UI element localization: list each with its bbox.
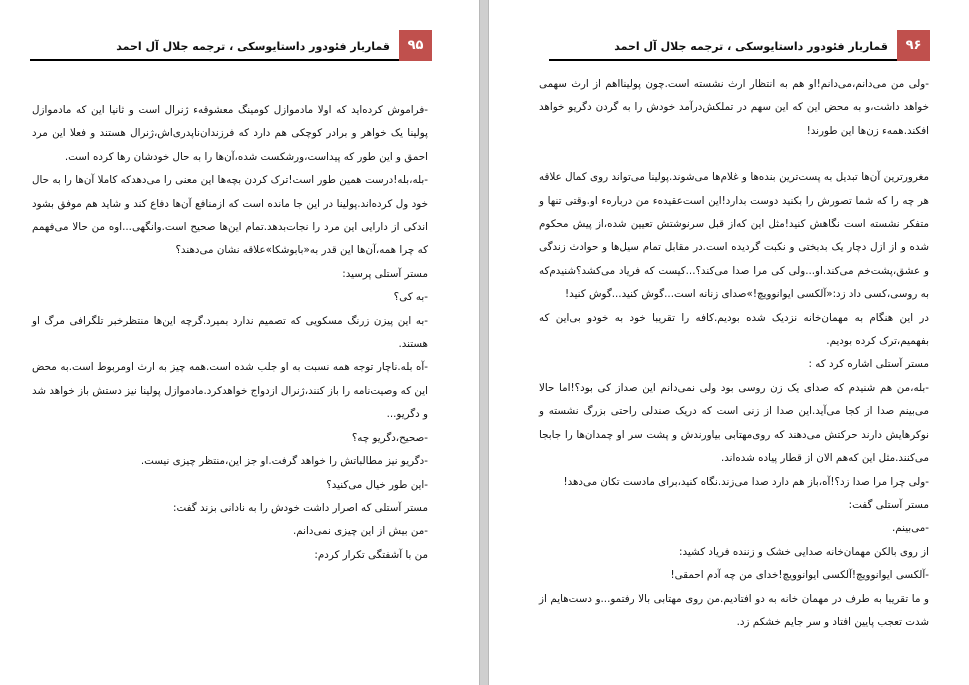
paragraph: -آلکسی ایوانوویچ!آلکسی ایوانوویچ!خدای من چه آدم احمقی! [670,569,929,582]
page-number-badge: ۹۵ [399,30,432,61]
left-body-text [32,99,428,567]
paragraph: از روی بالکن مهمان‌خانه صدایی خشک و زننده فریاد کشید: [679,545,929,558]
paragraph: و ما تقریبا به طرف در مهمان خانه به دو افتادیم.من روی مهتابی بالا رفتمو...و دست‌هایم از شدت تعجب پایین افتاد و سر جایم خشکم زد. [539,592,929,628]
page-header [549,30,930,61]
paragraph: -دگریو نیز مطالباتش را خواهد گرفت.او جز این،منتظر چیزی نیست. [140,455,428,468]
header-title: قماربار فئودور داستایوسکی ، ترجمه جلال آل احمد [614,40,888,53]
paragraph: -فراموش کرده‌اید که اولا مادموازل کومینگ معشوقه‌ء ژنرال است و ثانیا این که مادموازل پولینا یک خواهر و برادر کوچکی هم دارد که فرزندان‌ناپدری‌اش،ژنرال هستند و فعلا این مرد احمق و این طور که پیداست،ورشکست شده،آن‌ها را به حال خودشان رها کرده است. [32,104,428,163]
paragraph: -ولی من می‌دانم،می‌دانم!او هم به انتظار ارث نشسته است.چون پولینااهم از ارث سهمی خواهد داشت،و به محض این که این سهم در تملکش‌درآمد خودش را به گردن دگریو خواهد افکند.همه‌ء زن‌ها این طورند! [539,78,929,137]
paragraph: مغرورترین آن‌ها تبدیل به پست‌ترین بنده‌ها و غلام‌ها می‌شوند.پولینا می‌تواند روی کمال علاقه هر چه را که شما تصورش را بکنید دوست بدارد!این است‌عقیده‌ء من درباره‌ء او.وقتی تنها و متفکر نشسته است نگاهش کنید!مثل این که‌از قبل سرنوشتش تعیین شده،از پیش محکوم شده و از ازل دچار یک بدبختی و نکبت گردیده است.در مقابل تمام سیل‌ها و حوادث زندگی و عشق،پشت‌خم می‌کند.او...ولی کی مرا صدا می‌کند؟...کیست که فریاد می‌کشد؟شنیدم‌که به روسی،کسی داد زد:«آلکسی ایوانوویچ!»صدای زنانه است...گوش کنید...گوش کنید! [539,171,929,301]
paragraph: -آه بله.ناچار توجه همه نسبت به او جلب شده است.همه چیز به ارث اومربوط است.به محض این که وصیت‌نامه را باز کنند،ژنرال ازدواج خواهدکرد.مادموازل پولینا نیز دستش باز خواهد شد و دگریو... [32,361,428,421]
header-title: قماربار فئودور داستایوسکی ، ترجمه جلال آل احمد [116,40,390,53]
paragraph: -من بیش از این چیزی نمی‌دانم. [293,525,428,538]
paragraph: مستر آستلی گفت: [848,498,929,511]
paragraph: مستر آستلی پرسید: [342,267,428,280]
paragraph: مستر آستلی اشاره کرد که : [808,358,929,371]
left-page [0,0,479,685]
page-number-badge: ۹۶ [897,30,930,61]
paragraph: من با آشفتگی تکرار کردم: [314,548,428,561]
page-header [30,30,432,61]
paragraph: -بله،من هم شنیدم که صدای یک زن روسی بود ولی نمی‌دانم این صداز کی بود؟!اما حالا می‌بینم صدا از کجا می‌آید.این صدا از زنی است که دریک صندلی راحتی بزرگ نشسته و نوکرهایش دارند حرکتش می‌دهند که روی‌مهتابی بیاورندش و پشت سر او چمدان‌ها را جابجا می‌کنند.مثل این که‌هم الان از قطار پیاده شده‌اند. [539,381,929,465]
paragraph: در این هنگام به مهمان‌خانه نزدیک شده بودیم.کافه را تقریبا خود به خودو بی‌این که بفهمیم،ترک کرده بودیم. [539,311,929,348]
paragraph: -این طور خیال می‌کنید؟ [326,478,428,491]
paragraph: -بله،بله!درست همین طور است!ترک کردن بچه‌ها این معنی را می‌دهدکه کاملا آن‌ها را به حال خود ول کرده‌اند.پولینا در این جا مانده است که ازمنافع آن‌ها دفاع کند و شاید هم موفق بشود اندکی از دارایی این مرد را نجات‌بدهد.تمام این‌ها صحیح است.وانگهی...اوه من حالا می‌فهمم که چرا همه،آن‌ها این قدر به«بابوشکا»علاقه نشان می‌دهند؟ [32,174,428,257]
paragraph-gap [539,143,929,166]
paragraph: -می‌بینم. [891,522,929,535]
page-gutter [479,0,489,685]
paragraph: -ولی چرا مرا صدا زد؟!آه،باز هم دارد صدا می‌زند.نگاه کنید،برای مادست تکان می‌دهد! [563,475,929,488]
paragraph: مستر آستلی که اصرار داشت خودش را به نادانی بزند گفت: [173,501,428,514]
right-body-text [539,73,929,634]
paragraph: -به این پیزن زرنگ مسکویی که تصمیم ندارد بمیرد.گرچه این‌ها منتظرخبر تلگرافی مرگ او هستند. [32,314,428,351]
right-page [489,0,969,685]
paragraph: -به کی؟ [393,291,428,304]
paragraph: -صحیح،دگریو چه؟ [351,431,428,444]
